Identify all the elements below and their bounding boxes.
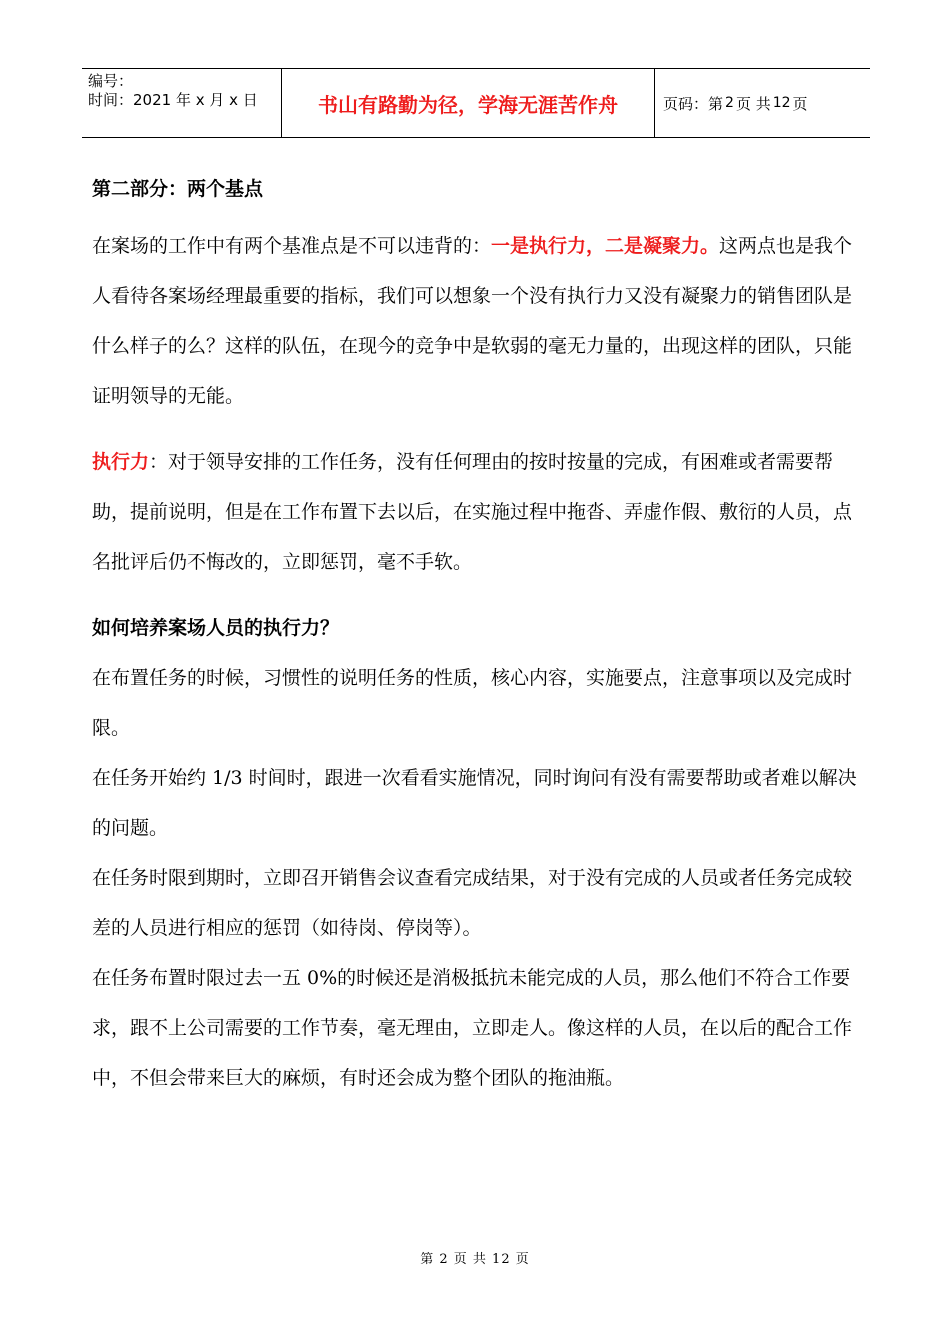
paragraph-step-3: 在任务时限到期时，立即召开销售会议查看完成结果，对于没有完成的人员或者任务完成较差的人员进行相应的惩罚（如待岗、停岗等）。 [92, 867, 853, 939]
page-number: 2 [725, 95, 734, 111]
paragraph-step-4: 在任务布置时限过去一五 0%的时候还是消极抵抗未能完成的人员，那么他们不符合工作要求，跟不上公司需要的工作节奏，毫无理由，立即走人。像这样的人员，在以后的配合工作中，不但会带来巨大的麻烦，有时还会成为整个团队的拖油瓶。 [92, 967, 853, 1089]
subheading-text: 如何培养案场人员的执行力？ [92, 617, 340, 639]
page-footer: 第 2 页 共 12 页 [420, 1252, 530, 1267]
spacer [92, 421, 862, 437]
page-header [82, 68, 870, 138]
p1-highlight: 一是执行力，二是凝聚力。 [491, 235, 720, 257]
paragraph-execution [92, 437, 862, 587]
execution-label: 执行力 [92, 451, 150, 473]
time-label: 时间：2021 年 x 月 x 日 [88, 91, 258, 109]
paragraph-step-1: 在布置任务的时候，习惯性的说明任务的性质，核心内容，实施要点，注意事项以及完成时限。 [92, 667, 853, 739]
paragraph-step-2: 在任务开始约 1/3 时间时，跟进一次看看实施情况，同时询问有没有需要帮助或者难以解决的问题。 [92, 767, 857, 839]
page-mid: 页 共 [735, 94, 771, 113]
page-suffix: 页 [792, 94, 808, 113]
subheading [92, 603, 862, 653]
section-title: 第二部分：两个基点 [92, 178, 264, 200]
p1-text: 在案场的工作中有两个基准点是不可以违背的： [92, 235, 492, 257]
spacer [92, 587, 862, 603]
page-total: 12 [772, 95, 791, 111]
document-body [92, 176, 862, 1103]
p1-rest: 这两点也是我个人看待各案场经理最重要的指标，我们可以想象一个没有执行力又没有凝聚力的销售团队是什么样子的么？这样的队伍，在现今的竞争中是软弱的毫无力量的，出现这样的团队，只能证明领导的无能。 [92, 235, 853, 407]
header-meta-cell [82, 69, 282, 137]
number-label: 编号： [88, 72, 134, 90]
motto-text: 书山有路勤为径，学海无涯苦作舟 [318, 92, 618, 117]
header-page-cell [655, 69, 870, 137]
paragraph-two-points [92, 221, 862, 421]
execution-text: ：对于领导安排的工作任务，没有任何理由的按时按量的完成，有困难或者需要帮助，提前说明，但是在工作布置下去以后，在实施过程中拖沓、弄虚作假、敷衍的人员，点名批评后仍不悔改的，立即惩罚，毫不手软。 [92, 451, 853, 573]
page-prefix: 页码：第 [663, 94, 724, 113]
header-motto-cell [282, 69, 655, 137]
